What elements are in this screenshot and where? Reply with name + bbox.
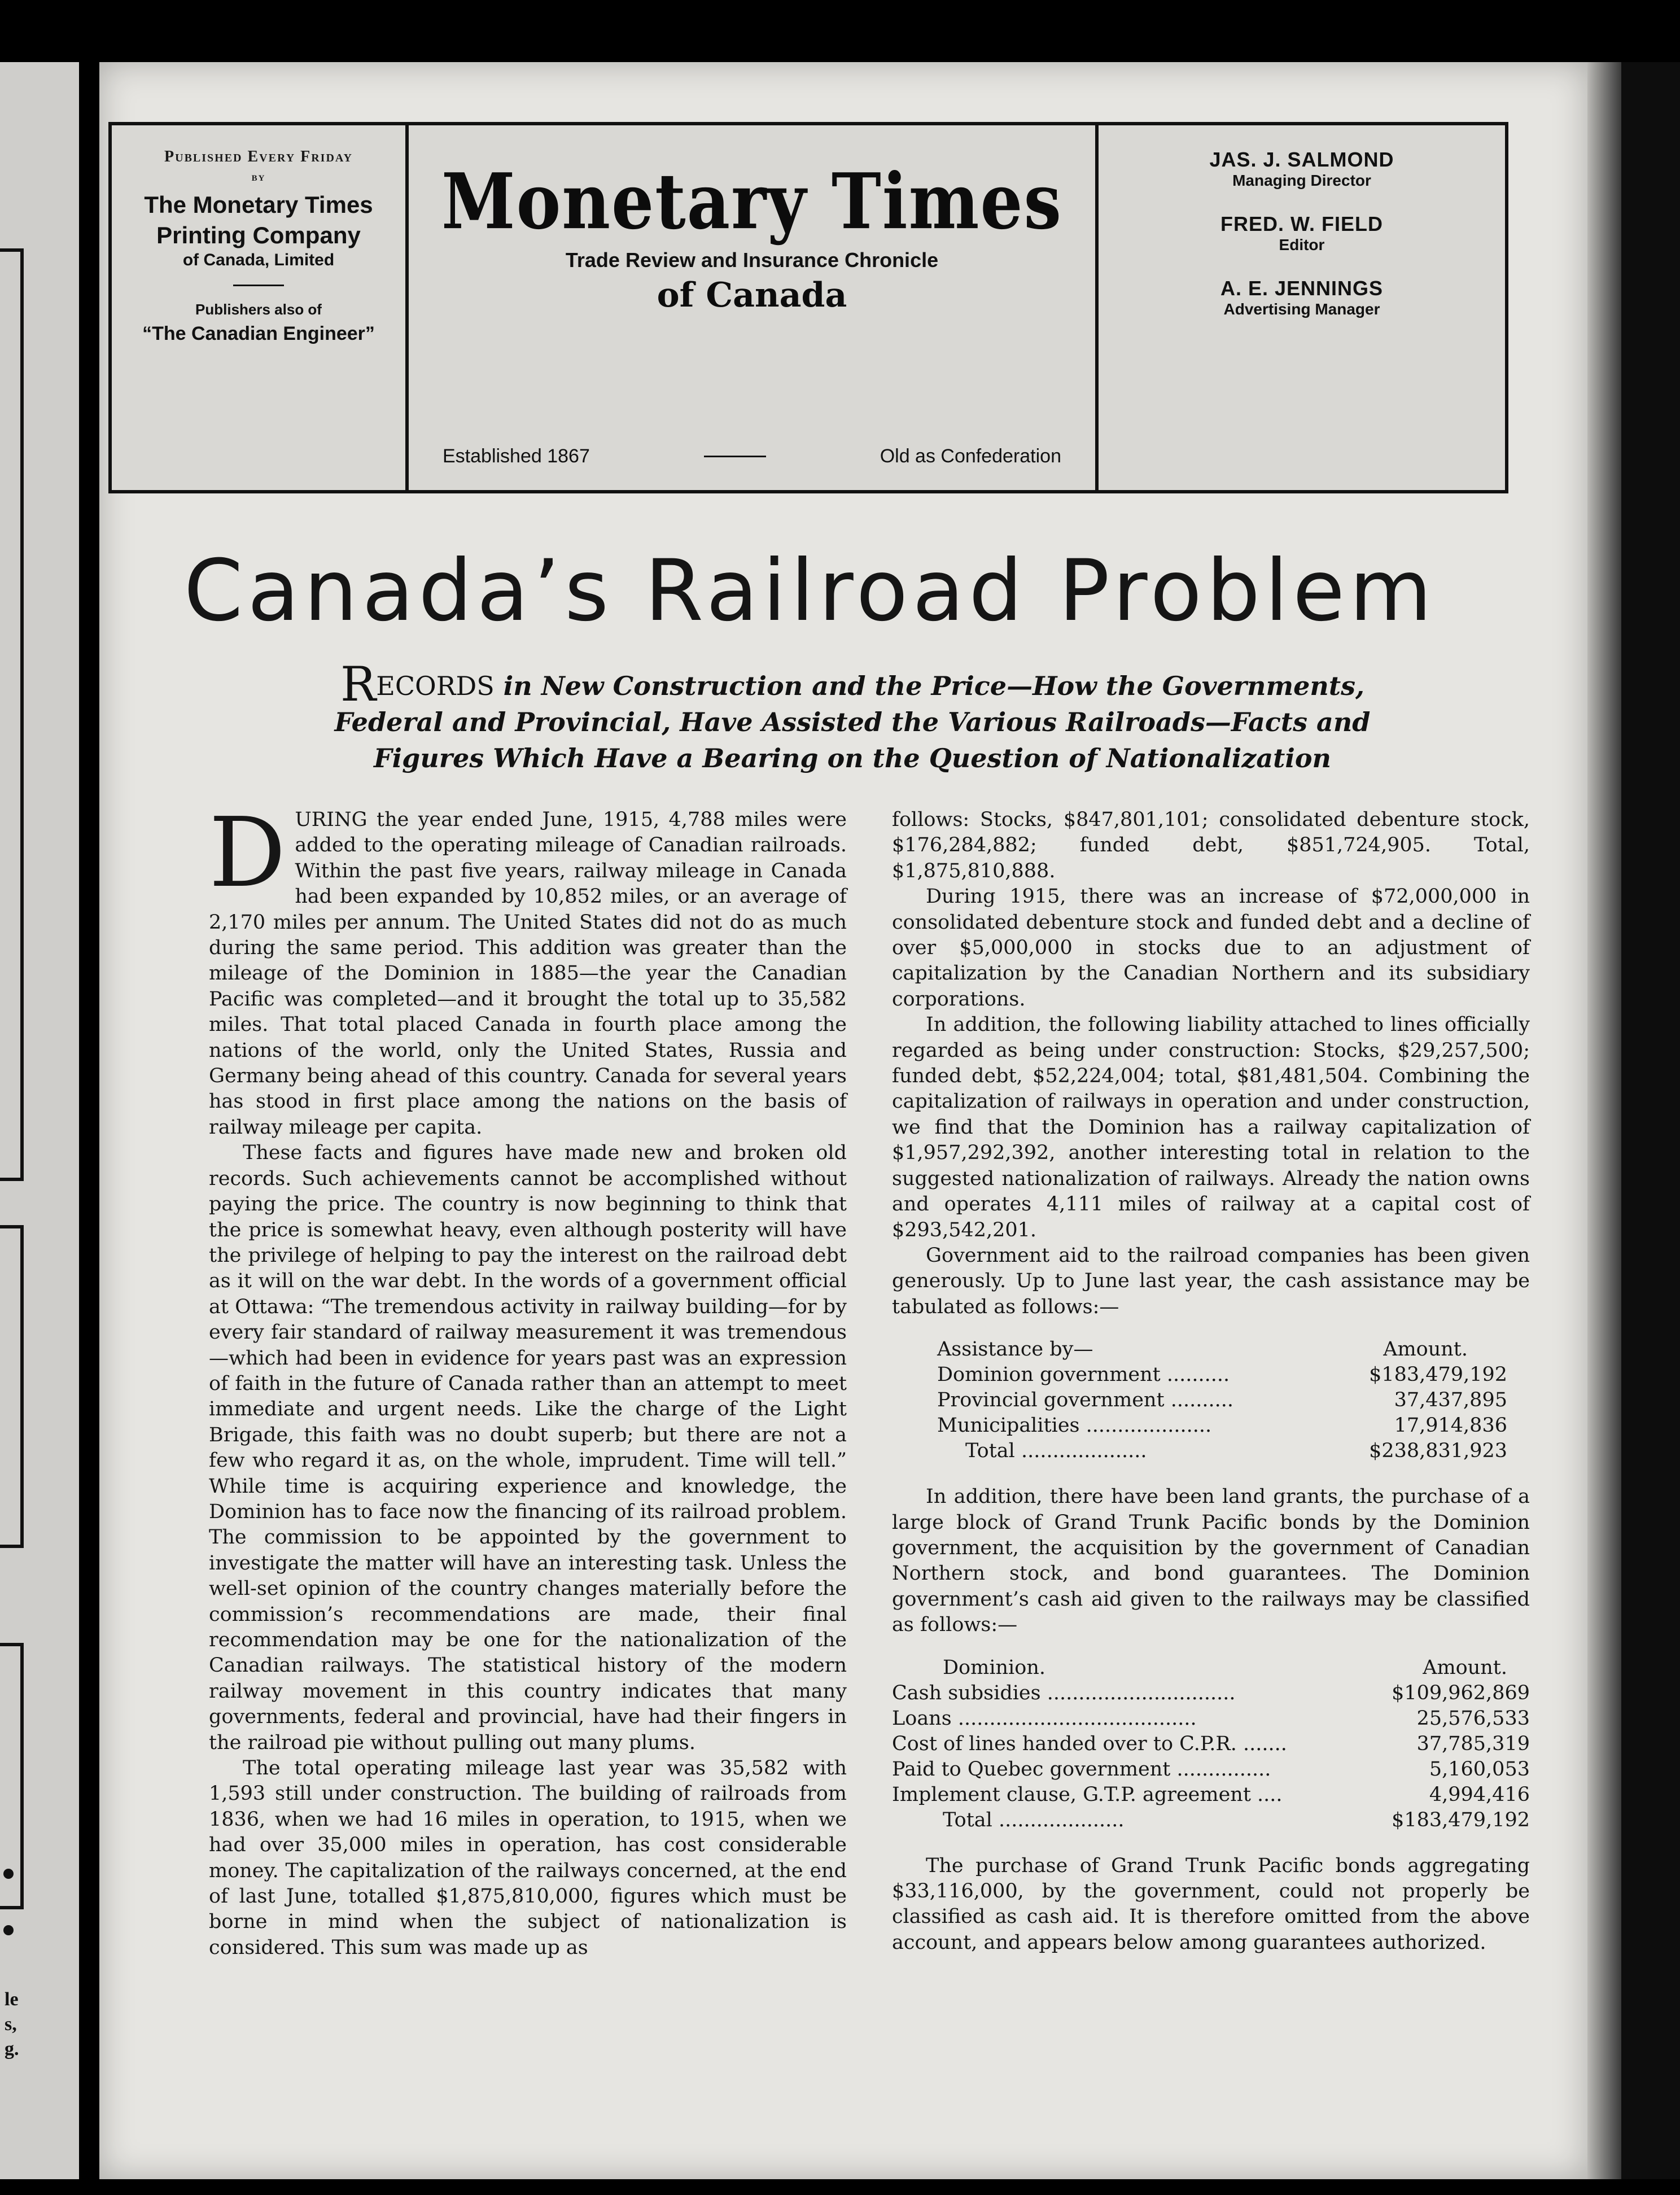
table-header-row	[937, 1337, 1507, 1362]
staff-role: Editor	[1279, 236, 1325, 253]
table-cell-label: Cost of lines handed over to C.P.R.	[892, 1732, 1237, 1755]
table-total-amount: $183,479,192	[1392, 1808, 1530, 1831]
newspaper-country: of Canada	[657, 276, 847, 315]
staff-name: JAS. J. SALMOND	[1209, 148, 1394, 171]
adjacent-page-dot	[3, 1869, 14, 1879]
paragraph: In addition, the following liability attached to lines officially regarded as being under construction: Stocks, $29,257,500; funded debt, $52,224,004; total, $81,481,504. Combining the capitalization of railways in operation and under construction, we find that the Dominion has a railway capitalization of $1,957,292,392, another interesting total in relation to the suggested nationalization of railways. Already the nation owns and operates 4,111 miles of railway at a capital cost of $293,542,201.	[892, 1013, 1530, 1241]
table-row: Loans ...................................... 25,576,533	[892, 1706, 1530, 1731]
paragraph-text: URING the year ended June, 1915, 4,788 miles were added to the operating mileage of Canadian railroads. Within the past five years, railway mileage in Canada had been expanded by 10,852 miles, or an average of 2,170 miles per annum. The United States did not do as much during the same period. This addition was greater than the mileage of the Dominion in 1885—the year the Canadian Pacific was completed—and it brought the total up to 35,582 miles. That total placed Canada in fourth place among the nations of the world, only the United States, Russia and Germany being ahead of this country. Canada for several years has stood in first place among the nations on the basis of railway mileage per capita.	[209, 808, 847, 1139]
table-cell-label: Provincial government	[937, 1389, 1165, 1412]
table-cell-amount: 37,785,319	[1416, 1732, 1530, 1755]
adjacent-page-fragment: g.	[5, 2039, 19, 2060]
paragraph: In addition, there have been land grants, the purchase of a large block of Grand Trunk Pacific bonds by the Dominion government, the acquisition by the government of Canadian Northern stock, and bond guarantees. The Dominion government’s cash aid given to the railways may be classified as follows:—	[892, 1485, 1530, 1637]
publisher-panel	[112, 125, 405, 490]
table-row: Municipalities .................... 17,914,836	[937, 1413, 1507, 1438]
table-cell-label: Cash subsidies	[892, 1681, 1041, 1704]
paragraph: During 1915, there was an increase of $72,000,000 in consolidated debenture stock and funded debt and a decline of over $5,000,000 in stocks due to an adjustment of capitalization by the Canadian Northern and its subsidiary corporations.	[892, 885, 1530, 1011]
table-cell-label: Municipalities	[937, 1414, 1080, 1437]
paragraph: The purchase of Grand Trunk Pacific bonds aggregating $33,116,000, by the government, could not properly be classified as cash aid. It is therefore omitted from the above account, and appears below among guarantees authorized.	[892, 1854, 1530, 1954]
paragraph: These facts and figures have made new and broken old records. Such achievements cannot be accomplished without paying the price. The country is now beginning to think that the price is somewhat heavy, even although posterity will have the privilege of helping to pay the interest on the railroad debt as it will on the war debt. In the words of a government official at Ottawa: “The tremendous activity in railway building—for by every fair standard of railway measurement it was tremendous—which had been in evidence for years past was an expression of faith in the future of Canada rather than an attempt to meet immediate and urgent needs. Like the charge of the Light Brigade, this faith was no doubt superb; but there are not a few who regard it as, on the whole, imprudent. Time will tell.” While time is acquiring experience and knowledge, the Dominion has to face now the financing of its railroad problem. The commission to be appointed by the government to investigate the matter will have an interesting task. Unless the well-set opinion of the country changes materially before the commission’s recommendations are made, their final recommendation may be one for the nationalization of the Canadian railways. The statistical history of the modern railway movement in this country indicates that many governments, federal and provincial, have had their fingers in the railroad pie without pulling out many plums.	[209, 1142, 847, 1754]
table-row: Implement clause, G.T.P. agreement .... 4,994,416	[892, 1782, 1530, 1808]
assistance-table	[892, 1337, 1530, 1464]
publisher-name-line1: The Monetary Times	[144, 191, 373, 218]
table-cell-label: Dominion government	[937, 1363, 1161, 1387]
deck-caps: ECORDS	[376, 671, 495, 701]
article-deck	[316, 657, 1389, 776]
paragraph	[209, 797, 847, 1140]
table-cell-amount: 4,994,416	[1429, 1783, 1530, 1806]
publication-frequency: Published Every Friday	[164, 148, 353, 165]
table-cell-label: Loans	[892, 1707, 952, 1730]
divider	[704, 456, 766, 457]
staff-panel	[1099, 125, 1505, 490]
page-gutter	[1587, 62, 1680, 2179]
motto: Old as Confederation	[880, 445, 1061, 467]
title-panel	[405, 125, 1099, 490]
table-total-label: Total	[943, 1808, 992, 1831]
staff-name: A. E. JENNINGS	[1220, 277, 1384, 300]
publisher-name-line3: of Canada, Limited	[182, 251, 335, 269]
table-row: Dominion government .......... $183,479,192	[937, 1362, 1507, 1388]
newspaper-title: Monetary Times	[441, 156, 1062, 247]
table-cell-label: Implement clause, G.T.P. agreement	[892, 1783, 1251, 1806]
dominion-aid-table	[892, 1655, 1530, 1833]
table-cell-label: Paid to Quebec government	[892, 1757, 1171, 1781]
adjacent-page-rule	[0, 1643, 24, 1909]
article-headline: Canada’s Railroad Problem	[183, 542, 1437, 640]
table-header-row	[892, 1655, 1530, 1681]
publisher-name-line2: Printing Company	[156, 222, 361, 248]
drop-cap: D	[209, 797, 286, 909]
table-total-amount: $238,831,923	[1369, 1440, 1507, 1463]
adjacent-page-dot	[3, 1925, 14, 1935]
adjacent-page-strip	[0, 62, 79, 2179]
table-header-label: Dominion.	[943, 1656, 1045, 1679]
table-cell-amount: 17,914,836	[1394, 1414, 1507, 1437]
established-row	[443, 445, 1061, 467]
table-total-row: Total .................... $183,479,192	[892, 1808, 1530, 1833]
table-header-amount: Amount.	[1423, 1656, 1507, 1679]
newspaper-subtitle: Trade Review and Insurance Chronicle	[565, 248, 939, 272]
established-year: Established 1867	[443, 445, 590, 467]
staff-role: Managing Director	[1232, 172, 1371, 189]
table-row: Paid to Quebec government ............... 5,160,053	[892, 1757, 1530, 1782]
staff-name: FRED. W. FIELD	[1220, 212, 1383, 235]
article-column-left	[209, 797, 847, 1961]
table-cell-amount: 25,576,533	[1416, 1707, 1530, 1730]
staff-role: Advertising Manager	[1223, 300, 1380, 318]
article-column-right	[892, 807, 1530, 1956]
deck-initial: R	[340, 657, 377, 712]
table-row: Provincial government .......... 37,437,895	[937, 1388, 1507, 1413]
adjacent-page-rule	[0, 1225, 24, 1548]
table-total-row: Total .................... $238,831,923	[937, 1438, 1507, 1464]
masthead	[108, 122, 1508, 493]
paragraph: The total operating mileage last year was 35,582 with 1,593 still under construction. The building of railroads from 1836, when we had 16 miles in operation, to 1915, when we had over 35,000 miles in operation, has cost considerable money. The capitalization of the railways concerned, at the end of last June, totalled $1,875,810,000, figures which must be borne in mind when the subject of nationalization is considered. This sum was made up as	[209, 1757, 847, 1959]
paragraph: Government aid to the railroad companies has been given generously. Up to June last year, the cash assistance may be tabulated as follows:—	[892, 1244, 1530, 1318]
table-cell-amount: 5,160,053	[1429, 1757, 1530, 1781]
table-row: Cost of lines handed over to C.P.R. ....... 37,785,319	[892, 1731, 1530, 1757]
table-header-label: Assistance by—	[937, 1338, 1093, 1361]
table-header-amount: Amount.	[1383, 1338, 1468, 1361]
publisher-by: by	[251, 169, 266, 183]
adjacent-page-fragment: s,	[5, 2014, 17, 2035]
adjacent-page-fragment: le	[5, 1989, 19, 2010]
table-row: Cash subsidies .............................. $109,962,869	[892, 1681, 1530, 1706]
sister-publication: “The Canadian Engineer”	[142, 323, 375, 344]
table-cell-amount: $183,479,192	[1369, 1363, 1507, 1387]
publishers-also-label: Publishers also of	[195, 301, 322, 318]
table-cell-amount: 37,437,895	[1394, 1389, 1507, 1412]
table-cell-amount: $109,962,869	[1392, 1681, 1530, 1704]
adjacent-page-rule	[0, 248, 24, 1181]
deck-text: in New Construction and the Price—How the Governments, Federal and Provincial, Have Assisted the Various Railroads—Facts and Figures Which Have a Bearing on the Question of Nationalization	[334, 671, 1371, 773]
paragraph: follows: Stocks, $847,801,101; consolidated debenture stock, $176,284,882; funded debt, $851,724,905. Total, $1,875,810,888.	[892, 808, 1530, 882]
divider	[233, 285, 284, 286]
table-total-label: Total	[965, 1440, 1015, 1463]
